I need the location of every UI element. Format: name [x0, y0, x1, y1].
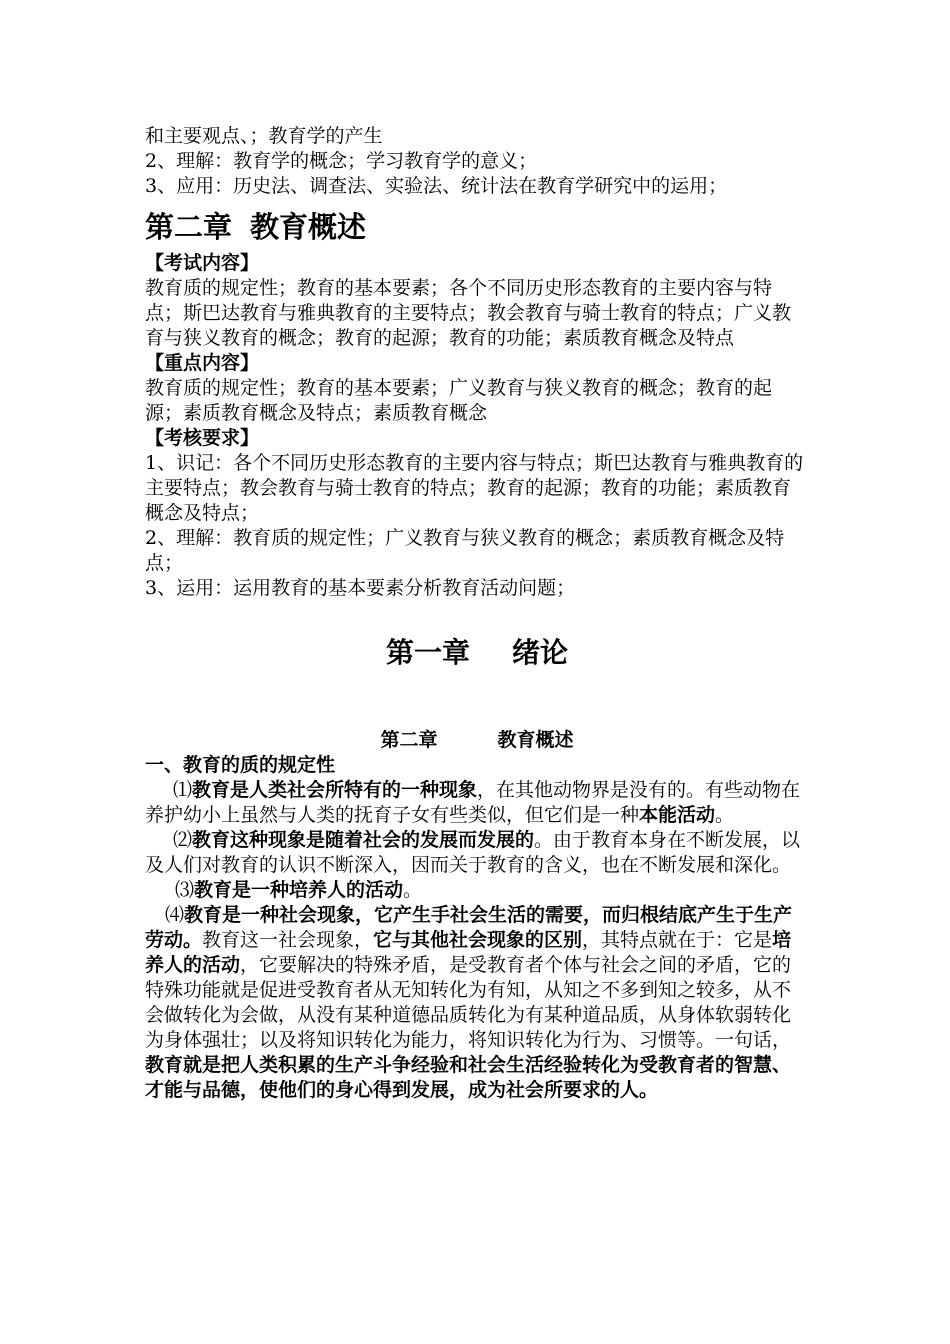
key-content-heading: 【重点内容】 — [145, 352, 260, 374]
item-number: ⑵ — [173, 829, 193, 851]
chapter1-name: 绪论 — [512, 636, 569, 669]
chapter-number: 第二章 — [145, 210, 233, 244]
chapter2-sub-number: 第二章 — [380, 729, 438, 751]
assess-item: 1、识记：各个不同历史形态教育的主要内容与特点；斯巴达教育与雅典教育的主要特点；教会教育与骑士教育的特点；教育的起源；教育的功能；素质教育概念及特点； — [145, 452, 804, 524]
assess-item: 2、理解：教育质的规定性；广义教育与狭义教育的概念；素质教育概念及特点； — [145, 527, 785, 574]
emphasis: 教育是一种培养人的活动 — [194, 879, 404, 901]
chapter-heading — [145, 205, 809, 249]
paragraph — [145, 878, 809, 903]
text-line: 2、理解：教育学的概念；学习教育学的意义； — [145, 150, 538, 172]
chapter2-subtitle — [145, 727, 809, 753]
chapter1-title — [145, 631, 809, 675]
text-line: 3、应用：历史法、调查法、实验法、统计法在教育学研究中的运用； — [145, 175, 728, 197]
key-content-text: 教育质的规定性；教育的基本要素；广义教育与狭义教育的概念；教育的起源；素质教育概念及特点；素质教育概念 — [145, 377, 773, 424]
body-text: ，在其他动物界是没有的。有些动物在养护幼小上虽然与人类的抚育子女有些类似，但它们是一种 — [145, 779, 801, 826]
paragraph — [145, 778, 809, 828]
body-text: 。 — [403, 879, 423, 901]
body-text: ，它要解决的特殊矛盾，是受教育者个体与社会之间的矛盾，它的特殊功能就是促进受教育者从无知转化为有知，从知之不多到知之较多，从不会做转化为会做，从没有某种道德品质转化为有某种道品质，从身体软弱转化为身体强壮；以及将知识转化为能力，将知识转化为行为、习惯等。一句话， — [145, 954, 792, 1051]
item-number: ⑶ — [175, 879, 195, 901]
chapter-title: 教育概述 — [250, 210, 367, 244]
chapter1-number: 第一章 — [385, 636, 470, 669]
paragraph — [145, 903, 809, 1103]
assess-item: 3、运用：运用教育的基本要素分析教育活动问题； — [145, 577, 576, 599]
emphasis: 教育就是把人类积累的生产斗争经验和社会生活经验转化为受教育者的智慧、才能与品德，使他们的身心得到发展，成为社会所要求的人。 — [145, 1054, 792, 1101]
body-text: 。 — [715, 804, 735, 826]
emphasis: 教育是人类社会所特有的一种现象 — [192, 779, 478, 801]
body-text: ，其特点就在于：它是 — [582, 929, 773, 951]
assess-heading: 【考核要求】 — [145, 427, 260, 449]
document-page — [145, 124, 809, 1103]
item-number: ⑷ — [165, 904, 185, 926]
emphasis: 教育这种现象是随着社会的发展而发展的 — [192, 829, 535, 851]
exam-content-heading: 【考试内容】 — [145, 252, 260, 274]
item-number: ⑴ — [173, 779, 193, 801]
text-line: 和主要观点、；教育学的产生 — [145, 125, 383, 147]
section-heading: 一、教育的质的规定性 — [145, 754, 336, 776]
emphasis: 教育是一种社会现象，它产生手社会生活的需要，而归根结底产生于生产劳动。 — [145, 904, 793, 951]
exam-content-text: 教育质的规定性；教育的基本要素；各个不同历史形态教育的主要内容与特点；斯巴达教育与雅典教育的主要特点；教会教育与骑士教育的特点；广义教育与狭义教育的概念；教育的起源；教育的功能；素质教育概念及特点 — [145, 277, 792, 349]
emphasis: 它与其他社会现象的区别 — [373, 929, 583, 951]
emphasis: 本能活动 — [639, 804, 716, 826]
paragraph — [145, 828, 809, 878]
body-text: 教育这一社会现象， — [202, 929, 374, 951]
emphasis: 培养人的活动 — [145, 929, 792, 976]
chapter2-sub-name: 教育概述 — [497, 729, 574, 751]
body-text: 。由于教育本身在不断发展，以及人们对教育的认识不断深入，因而关于教育的含义，也在不断发展和深化。 — [145, 829, 801, 876]
